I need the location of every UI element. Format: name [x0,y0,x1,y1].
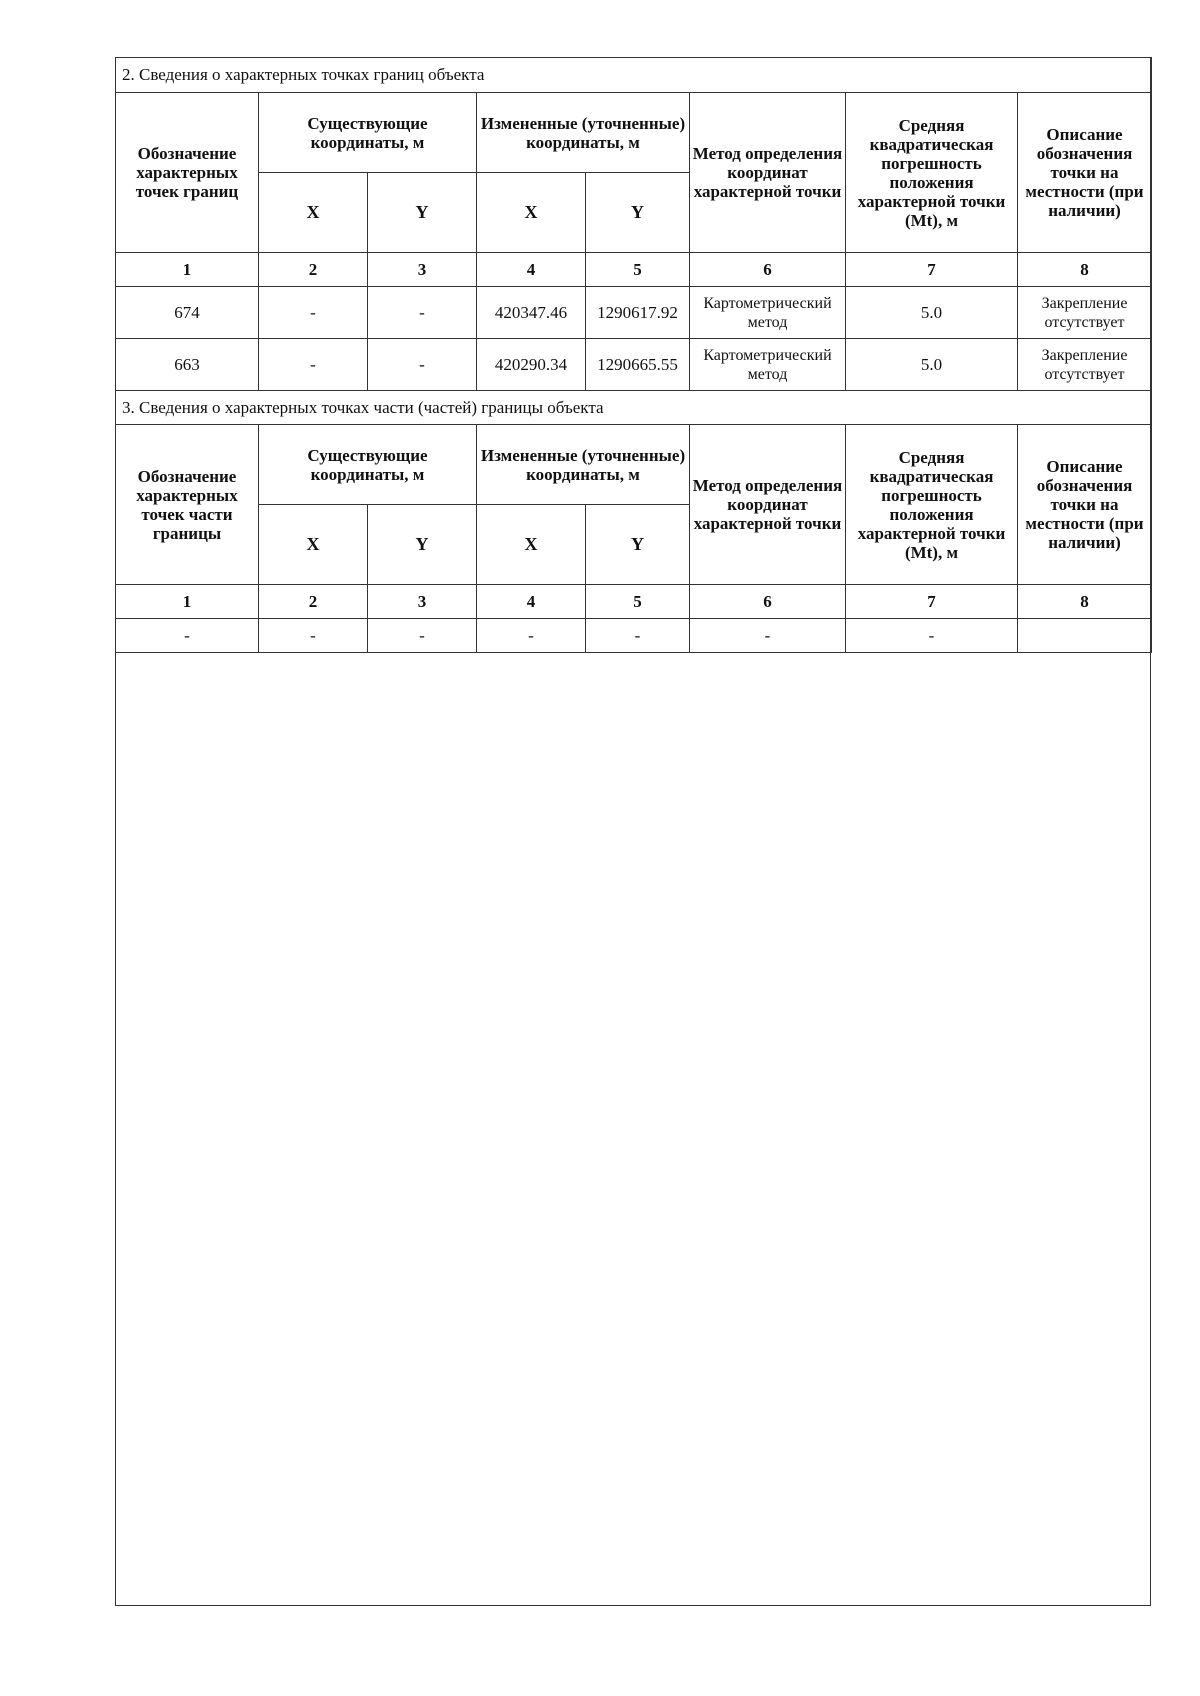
existing-y: - [368,619,477,653]
column-numbers-row [116,585,1152,619]
header-x-changed: X [477,173,586,253]
table-row [116,619,1152,653]
existing-x: - [259,287,368,339]
header-y-existing: Y [368,505,477,585]
column-number: 6 [690,585,846,619]
error-mt: - [846,619,1018,653]
table-row [116,339,1152,391]
changed-y: 1290617.92 [586,287,690,339]
existing-y: - [368,287,477,339]
header-y-changed: Y [586,173,690,253]
header-x-changed: X [477,505,586,585]
column-number: 3 [368,585,477,619]
error-mt: 5.0 [846,339,1018,391]
header-x-existing: X [259,505,368,585]
point-designation: 663 [116,339,259,391]
section-title: 3. Сведения о характерных точках части (частей) границы объекта [116,391,1152,425]
column-number: 2 [259,253,368,287]
point-designation: 674 [116,287,259,339]
column-number: 5 [586,253,690,287]
header-method: Метод определения координат характерной точки [690,425,846,585]
header-method: Метод определения координат характерной точки [690,93,846,253]
changed-x: 420290.34 [477,339,586,391]
header-changed-coordinates: Измененные (уточненные) координаты, м [477,93,690,173]
column-number: 8 [1018,253,1152,287]
section-title: 2. Сведения о характерных точках границ объекта [116,58,1152,93]
column-number: 8 [1018,585,1152,619]
changed-y: 1290665.55 [586,339,690,391]
column-number: 7 [846,585,1018,619]
column-number: 6 [690,253,846,287]
header-existing-coordinates: Существующие координаты, м [259,425,477,505]
header-description: Описание обозначения точки на местности (при наличии) [1018,93,1152,253]
header-designation: Обозначение характерных точек границ [116,93,259,253]
boundary-points-table [115,57,1152,391]
method: - [690,619,846,653]
table-row [116,287,1152,339]
column-number: 1 [116,253,259,287]
point-description [1018,619,1152,653]
method: Картометрический метод [690,339,846,391]
column-number: 5 [586,585,690,619]
changed-x: - [477,619,586,653]
header-error: Средняя квадратическая погрешность положения характерной точки (Mt), м [846,93,1018,253]
column-number: 7 [846,253,1018,287]
existing-x: - [259,339,368,391]
column-number: 1 [116,585,259,619]
header-changed-coordinates: Измененные (уточненные) координаты, м [477,425,690,505]
error-mt: 5.0 [846,287,1018,339]
header-existing-coordinates: Существующие координаты, м [259,93,477,173]
existing-x: - [259,619,368,653]
header-error: Средняя квадратическая погрешность положения характерной точки (Mt), м [846,425,1018,585]
header-y-changed: Y [586,505,690,585]
column-number: 4 [477,585,586,619]
header-y-existing: Y [368,173,477,253]
existing-y: - [368,339,477,391]
column-number: 4 [477,253,586,287]
boundary-part-points-table [115,390,1152,653]
header-description: Описание обозначения точки на местности (при наличии) [1018,425,1152,585]
header-x-existing: X [259,173,368,253]
point-description: Закрепление отсутствует [1018,339,1152,391]
column-number: 2 [259,585,368,619]
point-description: Закрепление отсутствует [1018,287,1152,339]
changed-x: 420347.46 [477,287,586,339]
changed-y: - [586,619,690,653]
point-designation: - [116,619,259,653]
column-numbers-row [116,253,1152,287]
header-designation: Обозначение характерных точек части границы [116,425,259,585]
method: Картометрический метод [690,287,846,339]
column-number: 3 [368,253,477,287]
